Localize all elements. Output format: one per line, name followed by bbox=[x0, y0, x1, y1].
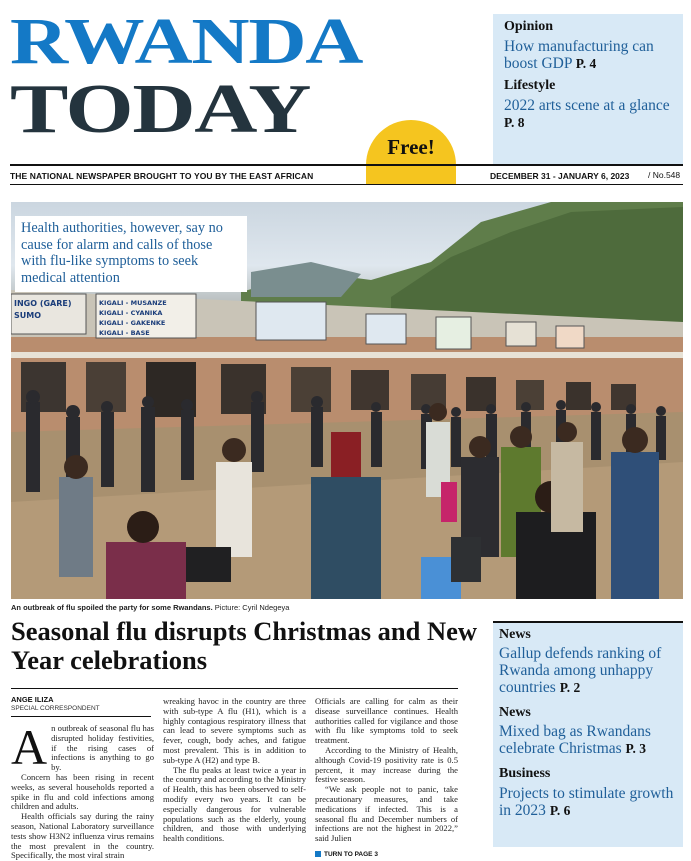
photo-caption bbox=[11, 603, 289, 612]
photo-caption-text: An outbreak of flu spoiled the party for some Rwandans. bbox=[11, 603, 213, 612]
photo-overlay-quote: Health authorities, however, say no cause for alarm and calls of those with flu-like symptoms to seek medical attention bbox=[15, 216, 247, 292]
sidebar-top-rule bbox=[493, 621, 683, 623]
teaser-news-gallup[interactable] bbox=[499, 645, 677, 696]
banner-top-rule bbox=[10, 164, 683, 166]
teaser-page-ref: P. 4 bbox=[575, 56, 597, 71]
free-badge-label: Free! bbox=[387, 135, 435, 159]
article-column-2 bbox=[163, 697, 306, 844]
article-paragraph: “We ask people not to panic, take precautionary measures, and take medications if infected. This is a seasonal flu and December numbers of infections are not the highest in 2022,” said Julien bbox=[315, 784, 458, 844]
teaser-opinion[interactable] bbox=[504, 38, 674, 72]
article-paragraph: Health officials say during the rainy season, National Laboratory surveillance tests show H3N2 influenza virus remains the most prevalent in the country. Specifically, the most viral strain bbox=[11, 811, 154, 861]
teaser-section-news: News bbox=[499, 627, 531, 642]
sidebar-top-teasers bbox=[493, 14, 683, 164]
masthead-title-line2: TODAY bbox=[10, 71, 311, 148]
tagline: THE NATIONAL NEWSPAPER BROUGHT TO YOU BY THE EAST AFRICAN bbox=[10, 171, 314, 181]
teaser-page-ref: P. 8 bbox=[504, 115, 525, 130]
teaser-headline: Gallup defends ranking of Rwanda among unhappy countries bbox=[499, 645, 662, 696]
sign-text: SUMO bbox=[14, 311, 42, 320]
teaser-section-opinion: Opinion bbox=[504, 19, 554, 34]
teaser-headline: Mixed bag as Rwandans celebrate Christmas bbox=[499, 723, 651, 757]
article-paragraph: n outbreak of seasonal flu has disrupted holiday festivities, if the rising cases of infections is anything to go by. bbox=[51, 723, 154, 773]
sign-text: KIGALI - CYANIKA bbox=[99, 309, 163, 317]
teaser-section-lifestyle: Lifestyle bbox=[504, 78, 556, 93]
byline-role: SPECIAL CORRESPONDENT bbox=[11, 705, 100, 712]
teaser-business-growth[interactable] bbox=[499, 785, 677, 819]
teaser-section-news: News bbox=[499, 705, 531, 720]
sign-text: KIGALI - BASE bbox=[99, 329, 150, 337]
article-paragraph: The flu peaks at least twice a year in the country and according to the Ministry of Health, this has been observed to self-modify every two years. It can be especially dangerous for vulnerable populations such as the elderly, young children, and those with underlying health conditions. bbox=[163, 764, 306, 844]
teaser-news-christmas[interactable] bbox=[499, 723, 677, 757]
sidebar-bottom-teasers bbox=[493, 621, 683, 847]
free-badge bbox=[366, 120, 456, 184]
banner-bottom-rule bbox=[10, 184, 683, 185]
teaser-headline: 2022 arts scene at a glance bbox=[504, 97, 670, 114]
teaser-page-ref: P. 3 bbox=[625, 741, 647, 756]
teaser-page-ref: P. 2 bbox=[559, 680, 581, 695]
square-bullet-icon bbox=[315, 851, 321, 857]
teaser-headline: How manufacturing can boost GDP bbox=[504, 38, 654, 72]
article-column-1 bbox=[11, 719, 154, 861]
photo-credit: Picture: Cyril Ndegeya bbox=[214, 603, 290, 612]
headline-rule bbox=[11, 688, 458, 689]
turn-to-page-label: TURN TO PAGE 3 bbox=[324, 850, 378, 858]
turn-to-page-link[interactable] bbox=[315, 850, 458, 860]
issue-date: DECEMBER 31 - JANUARY 6, 2023 bbox=[490, 171, 630, 181]
article-paragraph: Concern has been rising in recent weeks, as several households reported a spike in flu and cold infections among children and adults. bbox=[11, 771, 154, 812]
article-column-3 bbox=[315, 697, 458, 860]
article-paragraph: According to the Ministry of Health, although Covid-19 positivity rate is 0.5 percent, it may increase during the festive season. bbox=[315, 744, 458, 785]
sign-text: INGO (GARE) bbox=[14, 299, 72, 308]
article-headline[interactable]: Seasonal flu disrupts Christmas and New Year celebrations bbox=[11, 616, 478, 675]
article-paragraph: wreaking havoc in the country are three with sub-type A flu (H1), which is a highly contagious respiratory illness that can lead to severe symptoms such as fever, cough, body aches, and fatigue most prevalent. This is in addition to sub-type A (H2) and type B. bbox=[163, 696, 306, 765]
byline-rule bbox=[11, 716, 151, 717]
sign-text: KIGALI - MUSANZE bbox=[99, 299, 167, 307]
teaser-headline: Projects to stimulate growth in 2023 bbox=[499, 785, 674, 819]
masthead-title-line1: RWANDA bbox=[10, 5, 363, 78]
article-paragraph: Officials are calling for calm as their disease surveillance continues. Health authorities called for vigilance and those with flu like symptoms told to seek treatment. bbox=[315, 696, 458, 746]
teaser-lifestyle[interactable] bbox=[504, 97, 674, 131]
drop-cap: A bbox=[11, 719, 48, 775]
teaser-section-business: Business bbox=[499, 766, 551, 781]
issue-number: / No.548 bbox=[648, 170, 681, 180]
byline-author: ANGE ILIZA bbox=[11, 695, 54, 704]
sign-text: KIGALI - GAKENKE bbox=[99, 319, 166, 327]
teaser-page-ref: P. 6 bbox=[549, 803, 571, 818]
